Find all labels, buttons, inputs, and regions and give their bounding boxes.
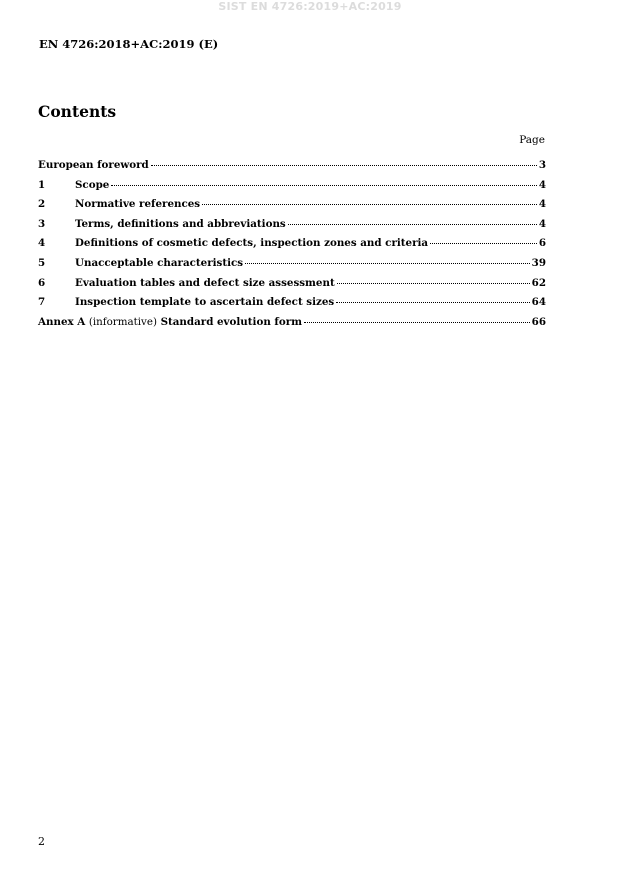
annex-title: Standard evolution form: [160, 315, 303, 328]
toc-entry-number: 7: [38, 296, 46, 309]
toc-leader-dots: [288, 224, 537, 225]
toc-entry-page: 3: [538, 159, 546, 171]
toc-entry[interactable]: [38, 159, 546, 179]
toc-annex-title-group[interactable]: [38, 316, 302, 328]
toc-entry[interactable]: [38, 218, 546, 238]
page-number: 2: [38, 835, 45, 848]
toc-entry-number: 2: [38, 198, 46, 211]
page-column-label: Page: [519, 134, 545, 146]
toc-entry-title[interactable]: Terms, definitions and abbreviations: [75, 217, 286, 230]
toc-entry[interactable]: [38, 257, 546, 277]
table-of-contents: [38, 159, 546, 335]
annex-qualifier: (informative): [88, 315, 157, 328]
toc-entry[interactable]: [38, 277, 546, 297]
toc-entry-page: 62: [531, 276, 546, 289]
toc-entry-page: 4: [538, 217, 546, 230]
toc-entry[interactable]: [38, 198, 546, 218]
toc-entry[interactable]: [38, 296, 546, 316]
toc-entry-number: 5: [38, 256, 46, 269]
toc-leader-dots: [336, 302, 529, 303]
annex-label: Annex A: [38, 315, 86, 328]
toc-entry-title[interactable]: Definitions of cosmetic defects, inspection zones and criteria: [75, 237, 429, 250]
toc-entry-number: 1: [38, 178, 46, 191]
toc-entry-page: 39: [531, 256, 546, 269]
toc-annex-entry[interactable]: [38, 316, 546, 336]
toc-leader-dots: [430, 243, 537, 244]
toc-leader-dots: [245, 263, 530, 264]
toc-entry-page: 4: [538, 178, 546, 191]
toc-entry-title[interactable]: Scope: [75, 178, 110, 191]
toc-entry-title[interactable]: Evaluation tables and defect size assessment: [75, 276, 335, 289]
toc-entry-title[interactable]: European foreword: [38, 159, 149, 171]
toc-entry-page: 64: [531, 296, 546, 309]
toc-entry-page: 66: [531, 315, 546, 328]
toc-entry-number: 3: [38, 217, 46, 230]
toc-entry-number: 4: [38, 237, 46, 250]
watermark: SIST EN 4726:2019+AC:2019: [218, 0, 402, 13]
toc-entry-title[interactable]: Unacceptable characteristics: [75, 256, 244, 269]
toc-entry[interactable]: [38, 179, 546, 199]
toc-entry-page: 6: [538, 237, 546, 250]
toc-leader-dots: [151, 165, 537, 166]
document-identifier: EN 4726:2018+AC:2019 (E): [39, 37, 219, 51]
toc-leader-dots: [304, 322, 530, 323]
toc-entry-number: 6: [38, 276, 46, 289]
toc-entry[interactable]: [38, 237, 546, 257]
toc-entry-title[interactable]: Inspection template to ascertain defect sizes: [75, 296, 335, 309]
toc-leader-dots: [337, 283, 530, 284]
toc-leader-dots: [202, 204, 537, 205]
toc-entry-title[interactable]: Normative references: [75, 198, 201, 211]
toc-leader-dots: [111, 185, 537, 186]
contents-heading: Contents: [38, 102, 117, 121]
toc-entry-page: 4: [538, 198, 546, 211]
